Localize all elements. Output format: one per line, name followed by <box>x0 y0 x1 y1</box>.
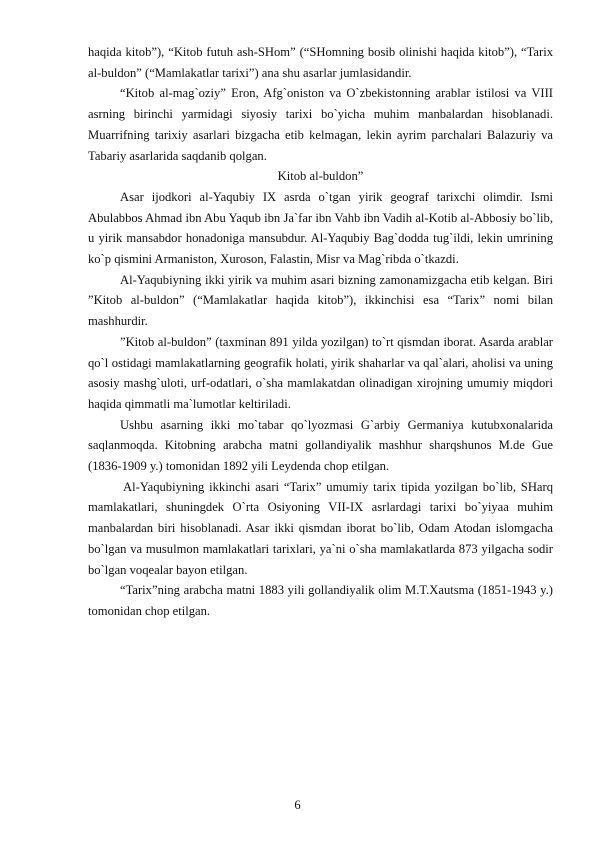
paragraph-kitob-al-magoziy: “Kitob al-mag`oziy” Eron, Afg`oniston va O`zbekistonning arablar istilosi va VIII asrning birinchi yarmidagi siyosiy tarixi bo`yicha muhim manbalardan hisoblanadi. Muarrifning tarixiy asarlari bizgacha etib kelmagan, lekin ayrim parchalari Balazuriy va Tabariy asarlarida saqdanib qolgan. <box>88 86 553 163</box>
document-body <box>88 42 553 622</box>
paragraph-continuation: haqida kitob”), “Kitob futuh ash-SHom” (“SHomning bosib olinishi haqida kitob”), “Tarix al-buldon” (“Mamlakatlar tarixi”) ana shu asarlar jumlasidandir. <box>88 45 553 80</box>
paragraph-tarix-edition: “Tarix”ning arabcha matni 1883 yili gollandiyalik olim M.T.Xautsma (1851-1943 y.) tomonidan chop etilgan. <box>88 583 553 618</box>
paragraph-author-bio: Asar ijodkori al-Yaqubiy IX asrda o`tgan yirik geograf tarixchi olimdir. Ismi Abulabbos Ahmad ibn Abu Yaqub ibn Ja`far ibn Vahb ibn Vadih al-Kotib al-Abbosiy bo`lib, u yirik mansabdor honadoniga mansubdur. Al-Yaqubiy Bag`dodda tug`ildi, lekin umrining ko`p qismini Armaniston, Xuroson, Falastin, Misr va Mag`ribda o`tkazdi. <box>88 189 553 267</box>
paragraph-tarix: Al-Yaqubiyning ikkinchi asari “Tarix” umumiy tarix tipida yozilgan bo`lib, SHarq mamlakatlari, shuningdek O`rta Osiyoning VII-IX asrlardagi tarixi bo`yiyaa muhim manbalardan biri hisoblanadi. Asar ikki qismdan iborat bo`lib, Odam Atodan islomgacha bo`lgan va musulmon mamlakatlari tarixlari, ya`ni o`sha mamlakatlarda 873 yilgacha sodir bo`lgan voqealar bayon etilgan. <box>88 479 553 577</box>
section-heading: Kitob al-buldon” <box>277 169 364 184</box>
paragraph-manuscripts: Ushbu asarning ikki mo`tabar qo`lyozmasi G`arbiy Germaniya kutubxonalarida saqlanmoqda. Kitobning arabcha matni gollandiyalik mashhur sharqshunos M.de Gue (1836-1909 y.) tomonidan 1892 yili Leydenda chop etilgan. <box>88 417 553 474</box>
page-number: 6 <box>294 798 301 812</box>
paragraph-two-works: Al-Yaqubiyning ikki yirik va muhim asari bizning zamonamizgacha etib kelgan. Biri ”Kitob al-buldon” (“Mamlakatlar haqida kitob”), ikkinchisi esa “Tarix” nomi bilan mashhurdir. <box>88 272 553 329</box>
paragraph-kitob-al-buldon: ”Kitob al-buldon” (taxminan 891 yilda yozilgan) to`rt qismdan iborat. Asarda arablar qo`l ostidagi mamlakatlarning geografik holati, yirik shaharlar va qal`alari, aholisi va uning asosiy mashg`uloti, urf-odatlari, o`sha mamlakatdan olinadigan xirojning umumiy miqdori haqida qimmatli ma`lumotlar keltiriladi. <box>88 334 553 411</box>
